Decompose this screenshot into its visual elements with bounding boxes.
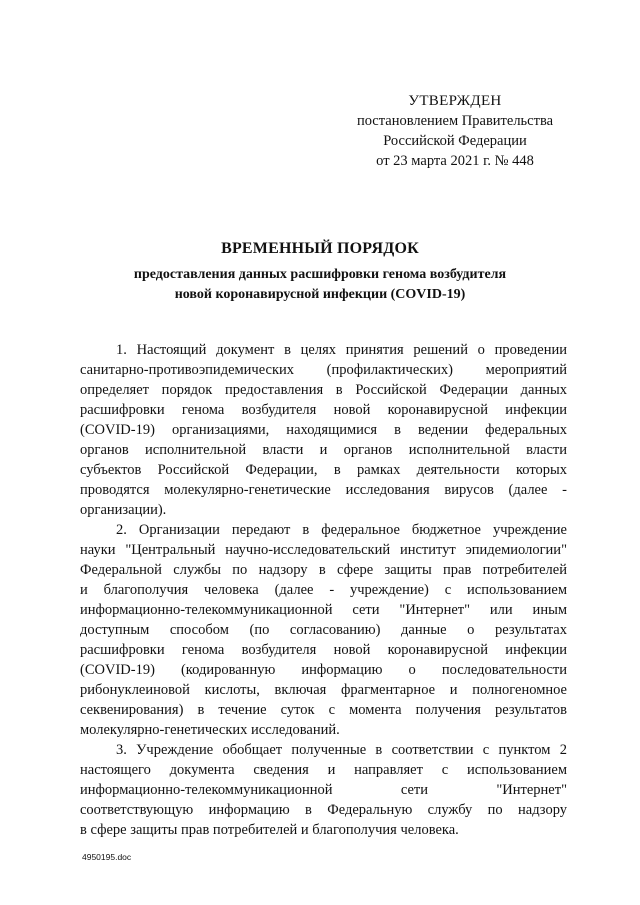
approval-line-2: Российской Федерации [383,133,527,149]
paragraph-line: информационно-телекоммуникационной сети "Интернет" или иным [80,602,567,618]
paragraph-line: в сфере защиты прав потребителей и благополучия человека. [80,822,459,838]
paragraph-line: организации). [80,502,167,518]
approval-block [340,91,570,171]
paragraph-line: определяет порядок предоставления в Российской Федерации данных [80,382,567,398]
paragraph-line: санитарно-противоэпидемических (профилактических) мероприятий [80,362,567,378]
paragraph-line: информационно-телекоммуникационной сети "Интернет" [80,782,567,798]
paragraph-line: настоящего документа сведения и направляет с использованием [80,762,567,778]
paragraph-3 [80,740,567,840]
paragraph-line: науки "Центральный научно-исследовательский институт эпидемиологии" [80,542,567,558]
paragraph-line: молекулярно-генетических исследований. [80,722,340,738]
subtitle-line-2: новой коронавирусной инфекции (COVID-19) [174,287,466,302]
paragraph-line: расшифровки генома возбудителя новой коронавирусной инфекции [80,642,567,658]
paragraph-line: соответствующую информацию в Федеральную службу по надзору [80,802,567,818]
paragraph-line: субъектов Российской Федерации, в рамках деятельности которых [80,462,567,478]
paragraph-line: и благополучия человека (далее - учреждение) с использованием [80,582,567,598]
paragraph-line: доступным способом (по согласованию) данные о результатах [80,622,567,638]
paragraph-2 [80,520,567,740]
paragraph-line: 1. Настоящий документ в целях принятия решений о проведении [116,342,567,358]
approval-line-3: от 23 марта 2021 г. № 448 [376,153,534,169]
approval-line-1: постановлением Правительства [356,113,554,129]
paragraph-line: секвенирования) в течение суток с момента получения результатов [80,702,567,718]
paragraph-line: органов исполнительной власти и органов исполнительной власти [80,442,567,458]
document-title: ВРЕМЕННЫЙ ПОРЯДОК [221,240,419,257]
paragraph-line: (COVID-19) организациями, находящимися в ведении федеральных [80,422,567,438]
document-subtitle [0,265,640,305]
approval-heading: УТВЕРЖДЕН [408,93,502,109]
paragraph-line: расшифровки генома возбудителя новой коронавирусной инфекции [80,402,567,418]
paragraph-line: 2. Организации передают в федеральное бюджетное учреждение [116,522,567,538]
paragraph-line: рибонуклеиновой кислоты, включая фрагментарное и полногеномное [80,682,567,698]
paragraph-1 [80,340,567,520]
document-body [80,340,567,840]
paragraph-line: проводятся молекулярно-генетические исследования вирусов (далее - [80,482,567,498]
subtitle-line-1: предоставления данных расшифровки генома возбудителя [133,267,507,282]
paragraph-line: Федеральной службы по надзору в сфере защиты прав потребителей [80,562,567,578]
paragraph-line: 3. Учреждение обобщает полученные в соответствии с пунктом 2 [116,742,567,758]
paragraph-line: (COVID-19) (кодированную информацию о последовательности [80,662,567,678]
file-code: 4950195.doc [82,852,132,862]
